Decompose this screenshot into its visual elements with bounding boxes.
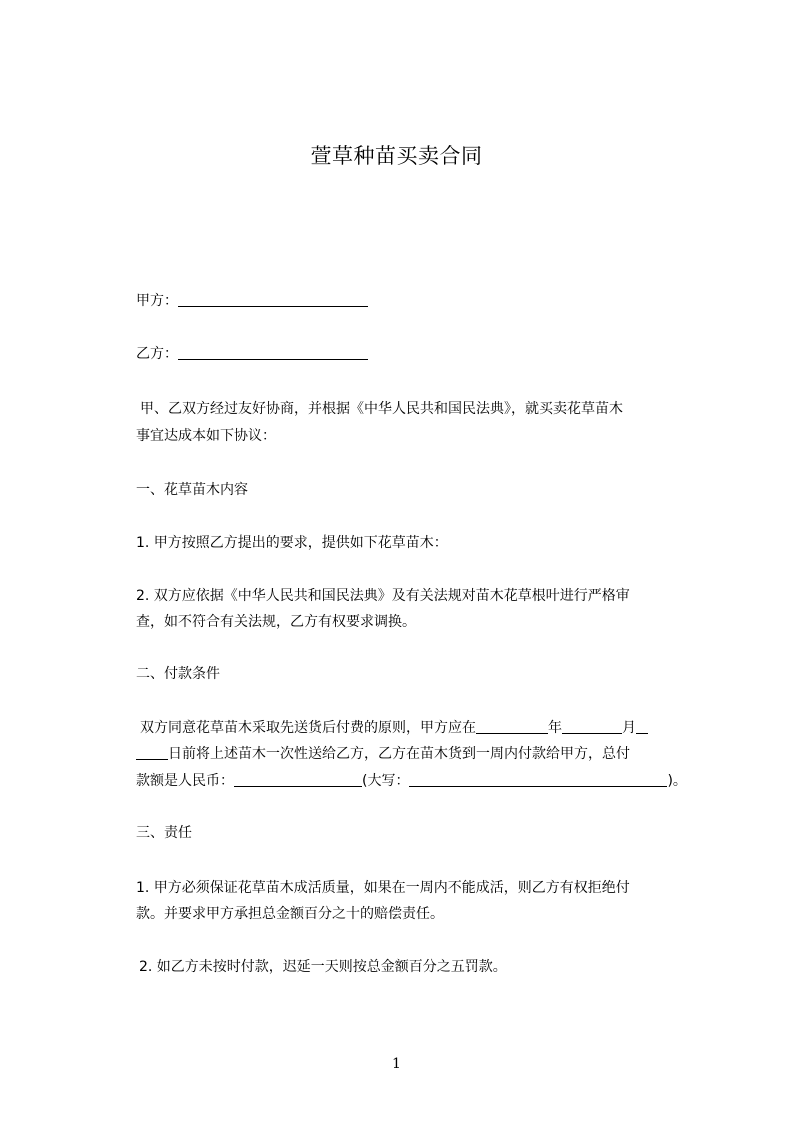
- delivery-payment-text: 日前将上述苗木一次性送给乙方，乙方在苗木货到一周内付款给甲方，总付: [168, 746, 630, 762]
- amount-uppercase-label: (大写：: [362, 773, 410, 789]
- section-2-heading: 二、付款条件: [136, 666, 220, 682]
- party-a-label: 甲方：: [136, 293, 178, 309]
- day-blank-start: [636, 718, 648, 734]
- intro-line-1: 甲、乙双方经过友好协商，并根据《中华人民共和国民法典》，就买卖花草苗木: [140, 401, 623, 417]
- section-3-heading: 三、责任: [136, 825, 192, 841]
- section-3-item-1-line-2: 款。并要求甲方承担总金额百分之十的赔偿责任。: [136, 906, 444, 922]
- day-blank-end: [136, 744, 168, 760]
- payment-intro-text: 双方同意花草苗木采取先送货后付费的原则，甲方应在: [140, 720, 476, 736]
- section-3-item-1-line-1: 1. 甲方必须保证花草苗木成活质量，如果在一周内不能成活，则乙方有权拒绝付: [136, 880, 630, 896]
- party-b-blank: [178, 344, 368, 360]
- intro-line-2: 事宜达成本如下协议：: [136, 428, 276, 444]
- amount-blank: [234, 771, 362, 787]
- section-2-line-3: [136, 771, 726, 791]
- document-title: 萱草种苗买卖合同: [310, 144, 483, 168]
- section-3-item-2: 2. 如乙方未按时付款，迟延一天则按总金额百分之五罚款。: [139, 959, 507, 975]
- party-b-line: [136, 344, 726, 364]
- page-number: 1: [392, 1056, 401, 1072]
- section-1-heading: 一、花草苗木内容: [136, 482, 248, 498]
- section-1-item-2-line-1: 2. 双方应依据《中华人民共和国民法典》及有关法规对苗木花草根叶进行严格审: [136, 588, 630, 604]
- party-b-label: 乙方：: [136, 346, 178, 362]
- party-a-blank: [178, 291, 368, 307]
- section-2-line-2: [136, 744, 726, 764]
- month-label: 月: [622, 720, 636, 736]
- year-label: 年: [548, 720, 562, 736]
- section-1-item-2-line-2: 查，如不符合有关法规，乙方有权要求调换。: [136, 614, 416, 630]
- year-blank: [476, 718, 548, 734]
- section-1-item-1: 1. 甲方按照乙方提出的要求，提供如下花草苗木：: [136, 535, 448, 551]
- party-a-line: [136, 291, 726, 311]
- section-2-line-1: [140, 718, 730, 738]
- amount-closing: )。: [667, 773, 687, 789]
- amount-uppercase-blank: [409, 771, 667, 787]
- amount-label: 款额是人民币：: [136, 773, 234, 789]
- month-blank: [562, 718, 622, 734]
